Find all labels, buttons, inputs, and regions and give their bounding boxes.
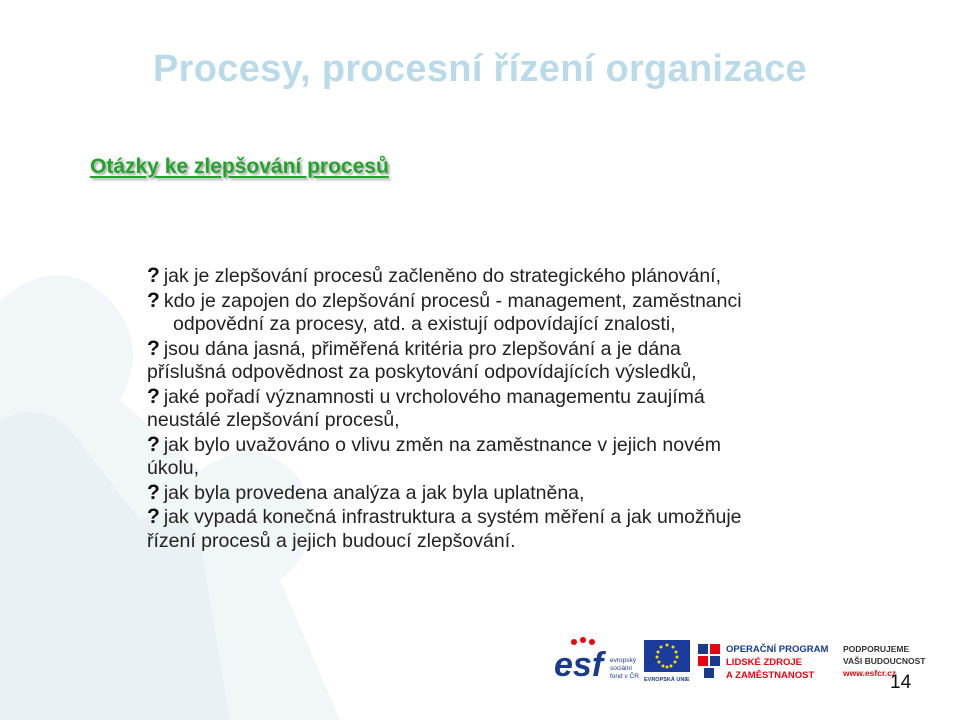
question-text: jak bylo uvažováno o vlivu změn na zaměstnance v jejich novém [163, 433, 721, 456]
svg-text:fond v ČR: fond v ČR [610, 673, 639, 680]
question-mark-icon: ? [147, 384, 160, 408]
list-item [147, 289, 937, 337]
list-item [147, 433, 937, 481]
question-text-continued: příslušná odpovědnost za poskytování odpovídajících výsledků, [147, 361, 697, 383]
question-text-continued: řízení procesů a jejich budoucí zlepšování. [147, 529, 516, 552]
question-text-continued: neustálé zlepšování procesů, [147, 409, 400, 431]
list-item [147, 505, 937, 553]
svg-text:EVROPSKÁ UNIE: EVROPSKÁ UNIE [644, 677, 690, 683]
list-item [147, 264, 937, 289]
op-lzz-logo [698, 643, 828, 681]
esf-logo [554, 637, 639, 684]
question-mark-icon: ? [147, 480, 160, 504]
question-mark-icon: ? [147, 505, 160, 528]
question-mark-icon: ? [147, 264, 160, 287]
question-text: jak byla provedena analýza a jak byla uplatněna, [163, 481, 585, 504]
svg-text:esf: esf [554, 646, 604, 684]
footer-logos [552, 632, 942, 696]
list-item [147, 385, 937, 433]
slide-subtitle: Otázky ke zlepšování procesů [90, 155, 389, 178]
eu-flag-logo [644, 640, 690, 683]
svg-text:OPERAČNÍ PROGRAM: OPERAČNÍ PROGRAM [726, 644, 829, 655]
svg-text:VAŠI BUDOUCNOST: VAŠI BUDOUCNOST [843, 656, 926, 666]
list-item [147, 337, 937, 385]
question-text: jaké pořadí významnosti u vrcholového managementu zaujímá [163, 385, 705, 408]
question-text: jsou dána jasná, přiměřená kritéria pro zlepšování a je dána [163, 337, 681, 360]
question-text-continued: odpovědní za procesy, atd. a existují odpovídající znalosti, [173, 313, 676, 335]
support-slogan [842, 644, 926, 678]
question-mark-icon: ? [147, 336, 160, 360]
question-text-continued: úkolu, [147, 457, 200, 479]
page-number: 14 [890, 672, 912, 693]
question-text: jak je zlepšování procesů začleněno do strategického plánování, [163, 265, 722, 287]
svg-text:A ZAMĚSTNANOST: A ZAMĚSTNANOST [726, 670, 815, 681]
question-list [147, 264, 937, 553]
slide-title: Procesy, procesní řízení organizace [153, 48, 807, 90]
svg-text:sociální: sociální [610, 665, 633, 672]
question-text: kdo je zapojen do zlepšování procesů - management, zaměstnanci [163, 289, 742, 312]
list-item [147, 481, 937, 506]
svg-text:evropský: evropský [610, 657, 637, 664]
svg-text:www.esfcr.cz: www.esfcr.cz [843, 668, 897, 678]
question-mark-icon: ? [147, 288, 160, 312]
question-mark-icon: ? [147, 432, 160, 456]
svg-text:LIDSKÉ ZDROJE: LIDSKÉ ZDROJE [726, 657, 803, 668]
svg-text:PODPORUJEME: PODPORUJEME [843, 644, 910, 654]
question-text: jak vypadá konečná infrastruktura a systém měření a jak umožňuje [163, 506, 742, 528]
